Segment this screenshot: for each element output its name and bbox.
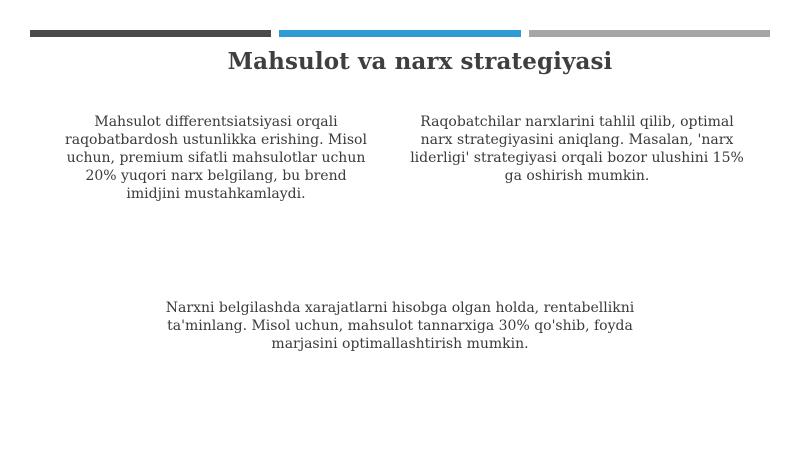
header-bar-dark [30, 30, 271, 37]
header-bar-accent [279, 30, 521, 37]
slide-title: Mahsulot va narx strategiyasi [227, 48, 613, 75]
header-bar-light [529, 30, 770, 37]
paragraph-left: Mahsulot differentsiatsiyasi orqali raqobatbardosh ustunlikka erishing. Misol uchun, premium sifatli mahsulotlar uchun 20% yuqori narx belgilang, bu brend imidjini mustahkamlaydi. [65, 114, 367, 202]
paragraph-bottom: Narxni belgilashda xarajatlarni hisobga olgan holda, rentabellikni ta'minlang. Misol uchun, mahsulot tannarxiga 30% qo'shib, foyda marjasini optimallashtirish mumkin. [165, 300, 635, 352]
paragraph-right: Raqobatchilar narxlarini tahlil qilib, optimal narx strategiyasini aniqlang. Masalan, 'narx liderligi' strategiyasi orqali bozor ulushini 15% ga oshirish mumkin. [410, 114, 744, 184]
